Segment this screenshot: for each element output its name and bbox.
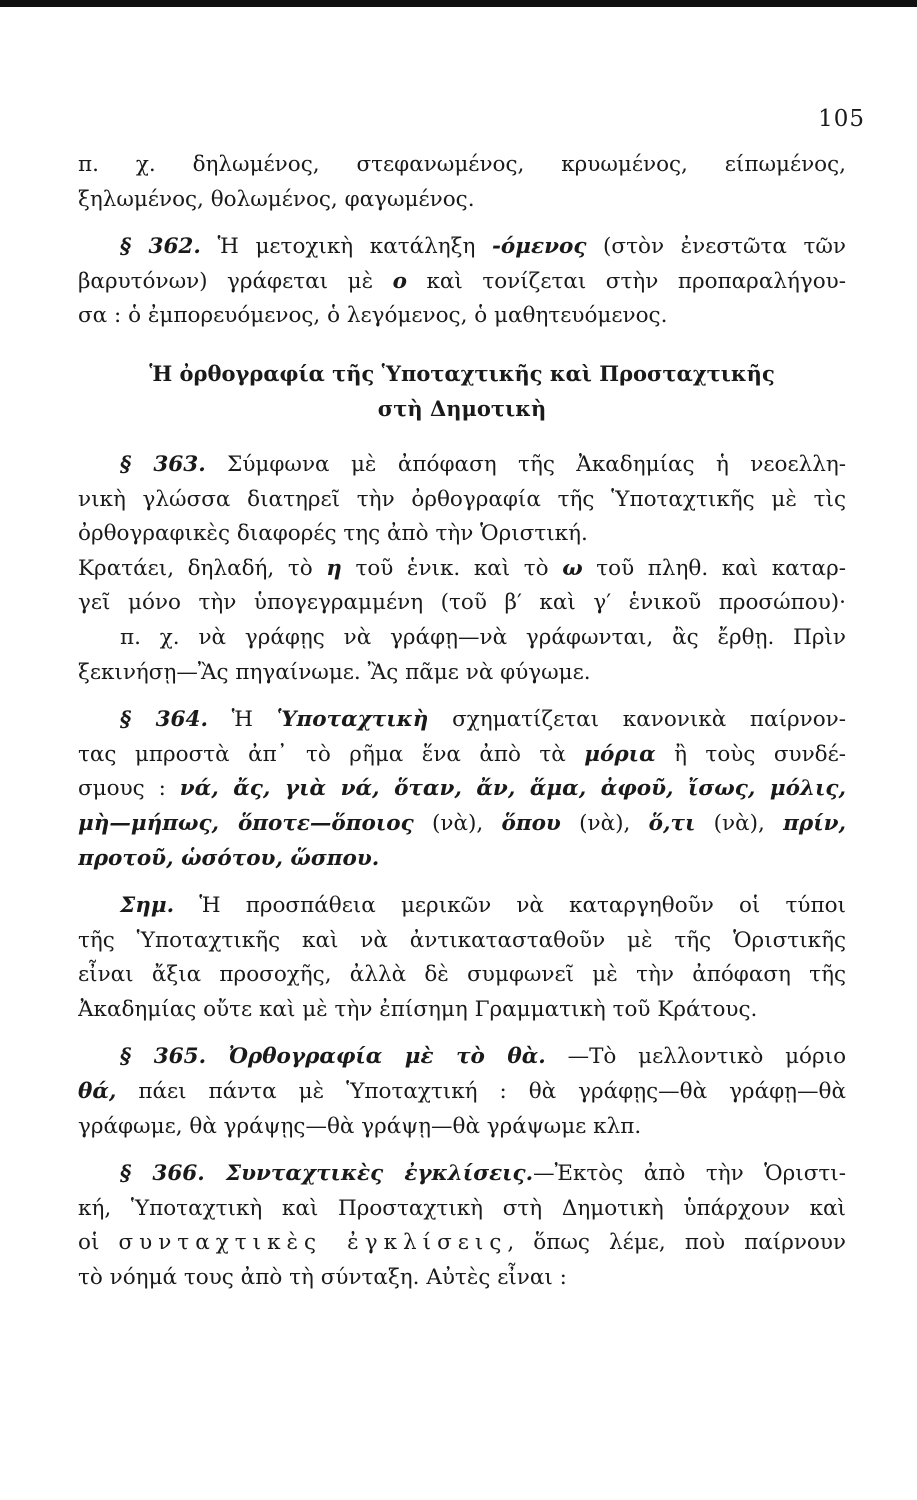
section-number: § 363. (120, 451, 206, 477)
page-number: 105 (818, 106, 865, 132)
emphasis: η (326, 555, 342, 581)
text-line: τὸ νόημά τους ἀπὸ τὴ σύνταξη. Αὐτὲς εἶναι : (78, 1265, 567, 1291)
emphasis: ὅ,τι (648, 810, 696, 836)
text-line: γράφωμε, θὰ γράψῃς—θὰ γράψῃ—θὰ γράψωμε κλπ. (78, 1113, 642, 1139)
text-run: Ἡ (207, 707, 277, 733)
text-line (78, 1157, 846, 1192)
section-heading (78, 356, 846, 426)
text-line: τῆς Ὑποταχτικῆς καὶ νὰ ἀντικατασταθοῦν μὲ τῆς Ὁριστικῆς (78, 927, 846, 953)
section-title: Συνταχτικὲς ἐγκλίσεις. (204, 1161, 534, 1187)
text-run: Σύμφωνα μὲ ἀπόφαση τῆς Ἀκαδημίας ἡ νεοελλη- (205, 451, 846, 477)
text-line (78, 703, 846, 738)
emphasis: μόρια (584, 741, 656, 767)
paragraph-365 (78, 1040, 846, 1144)
text-line (78, 1075, 846, 1110)
emphasis: Ὑποταχτικὴ (276, 707, 429, 733)
page-body (78, 148, 846, 1296)
section-number: § 365. (120, 1044, 207, 1070)
text-line: εἶναι ἄξια προσοχῆς, ἀλλὰ δὲ συμφωνεῖ μὲ τὴν ἀπόφαση τῆς (78, 962, 846, 988)
text-line: σα : ὁ ἐμπορευόμενος, ὁ λεγόμενος, ὁ μαθητευόμενος. (78, 303, 668, 329)
text-line: ξεκινήσῃ—Ἂς πηγαίνωμε. Ἂς πᾶμε νὰ φύγωμε. (78, 659, 591, 685)
emphasis: νά, ἄς, γιὰ νά, ὅταν, ἄν, ἅμα, ἀφοῦ, ἴσως, μόλις, (179, 776, 846, 802)
emphasis: ω (562, 555, 583, 581)
text-run: τοῦ πληθ. καὶ καταρ- (582, 555, 846, 581)
text-run: τοῦ ἑνικ. καὶ τὸ (341, 555, 563, 581)
text-line (78, 807, 846, 842)
text-run: σχηματίζεται κανονικὰ παίρνον- (428, 707, 846, 733)
emphasis: ὅπου (501, 810, 561, 836)
heading-line: στὴ Δημοτικὴ (377, 395, 547, 421)
heading-line: Ἡ ὀρθογραφία τῆς Ὑποταχτικῆς καὶ Προσταχτικῆς (149, 360, 775, 386)
text-run: Ἡ προσπάθεια μερικῶν νὰ καταργηθοῦν οἱ τύποι (174, 893, 846, 919)
scan-edge (0, 0, 917, 7)
section-number: § 364. (120, 707, 208, 733)
text-line (78, 265, 846, 300)
emphasis: μὴ—μήπως, ὅποτε—ὅποιος (78, 810, 414, 836)
text-line: νικὴ γλώσσα διατηρεῖ τὴν ὀρθογραφία τῆς Ὑποταχτικῆς μὲ τὶς (78, 486, 846, 512)
emphasis: πρίν, (783, 810, 846, 836)
section-title: Ὀρθογραφία μὲ τὸ θὰ. (206, 1044, 546, 1070)
text-line (78, 738, 846, 773)
text-line: ὀρθογραφικὲς διαφορές της ἀπὸ τὴν Ὁριστική. (78, 521, 588, 547)
text-line: π. χ. νὰ γράφῃς νὰ γράφῃ—νὰ γράφωνται, ἂς ἔρθῃ. Πρὶν (120, 624, 846, 650)
paragraph-362 (78, 230, 846, 334)
text-line: ξηλωμένος, θολωμένος, φαγωμένος. (78, 186, 475, 212)
text-line (78, 230, 846, 265)
paragraph-363 (78, 448, 846, 690)
emphasis: θά, (78, 1079, 117, 1105)
text-run: —Τὸ μελλοντικὸ μόριο (545, 1044, 846, 1070)
example-words (78, 148, 846, 217)
text-run: σμους : (78, 776, 180, 802)
text-run: (νὰ), (560, 810, 649, 836)
spaced-term: συνταχτικὲς ἐγκλίσεις (118, 1230, 508, 1256)
text-line (78, 772, 846, 807)
text-run: ἢ τοὺς συνδέ- (655, 741, 846, 767)
text-run: πάει πάντα μὲ Ὑποταχτική : θὰ γράφῃς—θὰ γράφῃ—θὰ (116, 1079, 846, 1105)
text-run: τας μπροστὰ ἀπ᾿ τὸ ρῆμα ἕνα ἀπὸ τὰ (78, 741, 585, 767)
text-run: βαρυτόνων) γράφεται μὲ (78, 268, 393, 294)
text-line (78, 448, 846, 483)
text-run: Ἡ μετοχικὴ κατάληξη (200, 234, 492, 260)
text-line (78, 1040, 846, 1075)
text-line: γεῖ μόνο τὴν ὑπογεγραμμένη (τοῦ β′ καὶ γ′ ἑνικοῦ προσώπου)· (78, 590, 846, 616)
section-number: § 362. (120, 234, 201, 260)
text-run: καὶ τονίζεται στὴν προπαραλήγου- (406, 268, 846, 294)
text-run: (νὰ), (413, 810, 502, 836)
paragraph-364 (78, 703, 846, 876)
emphasis: ο (392, 268, 407, 294)
note-label: Σημ. (120, 893, 175, 919)
text-run: (νὰ), (695, 810, 784, 836)
text-line: κή, Ὑποταχτικὴ καὶ Προσταχτικὴ στὴ Δημοτικὴ ὑπάρχουν καὶ (78, 1195, 846, 1221)
text-run: , ὅπως λέμε, ποὺ παίρνουν (507, 1230, 846, 1256)
text-run: (στὸν ἐνεστῶτα τῶν (586, 234, 846, 260)
note-paragraph (78, 889, 846, 1027)
text-line (78, 552, 846, 587)
text-run: —Ἐκτὸς ἀπὸ τὴν Ὁριστι- (533, 1161, 846, 1187)
text-run: Κρατάει, δηλαδή, τὸ (78, 555, 327, 581)
section-number: § 366. (120, 1161, 205, 1187)
text-line: π. χ. δηλωμένος, στεφανωμένος, κρυωμένος, είπωμένος, (78, 152, 846, 177)
text-line (78, 889, 846, 924)
paragraph-366 (78, 1157, 846, 1295)
text-line: προτοῦ, ὡσότου, ὥσπου. (78, 845, 380, 871)
emphasis: -όμενος (492, 234, 587, 260)
text-line (78, 1226, 846, 1261)
text-line: Ἀκαδημίας οὔτε καὶ μὲ τὴν ἐπίσημη Γραμματικὴ τοῦ Κράτους. (78, 996, 758, 1022)
text-run: οἱ (78, 1230, 119, 1256)
